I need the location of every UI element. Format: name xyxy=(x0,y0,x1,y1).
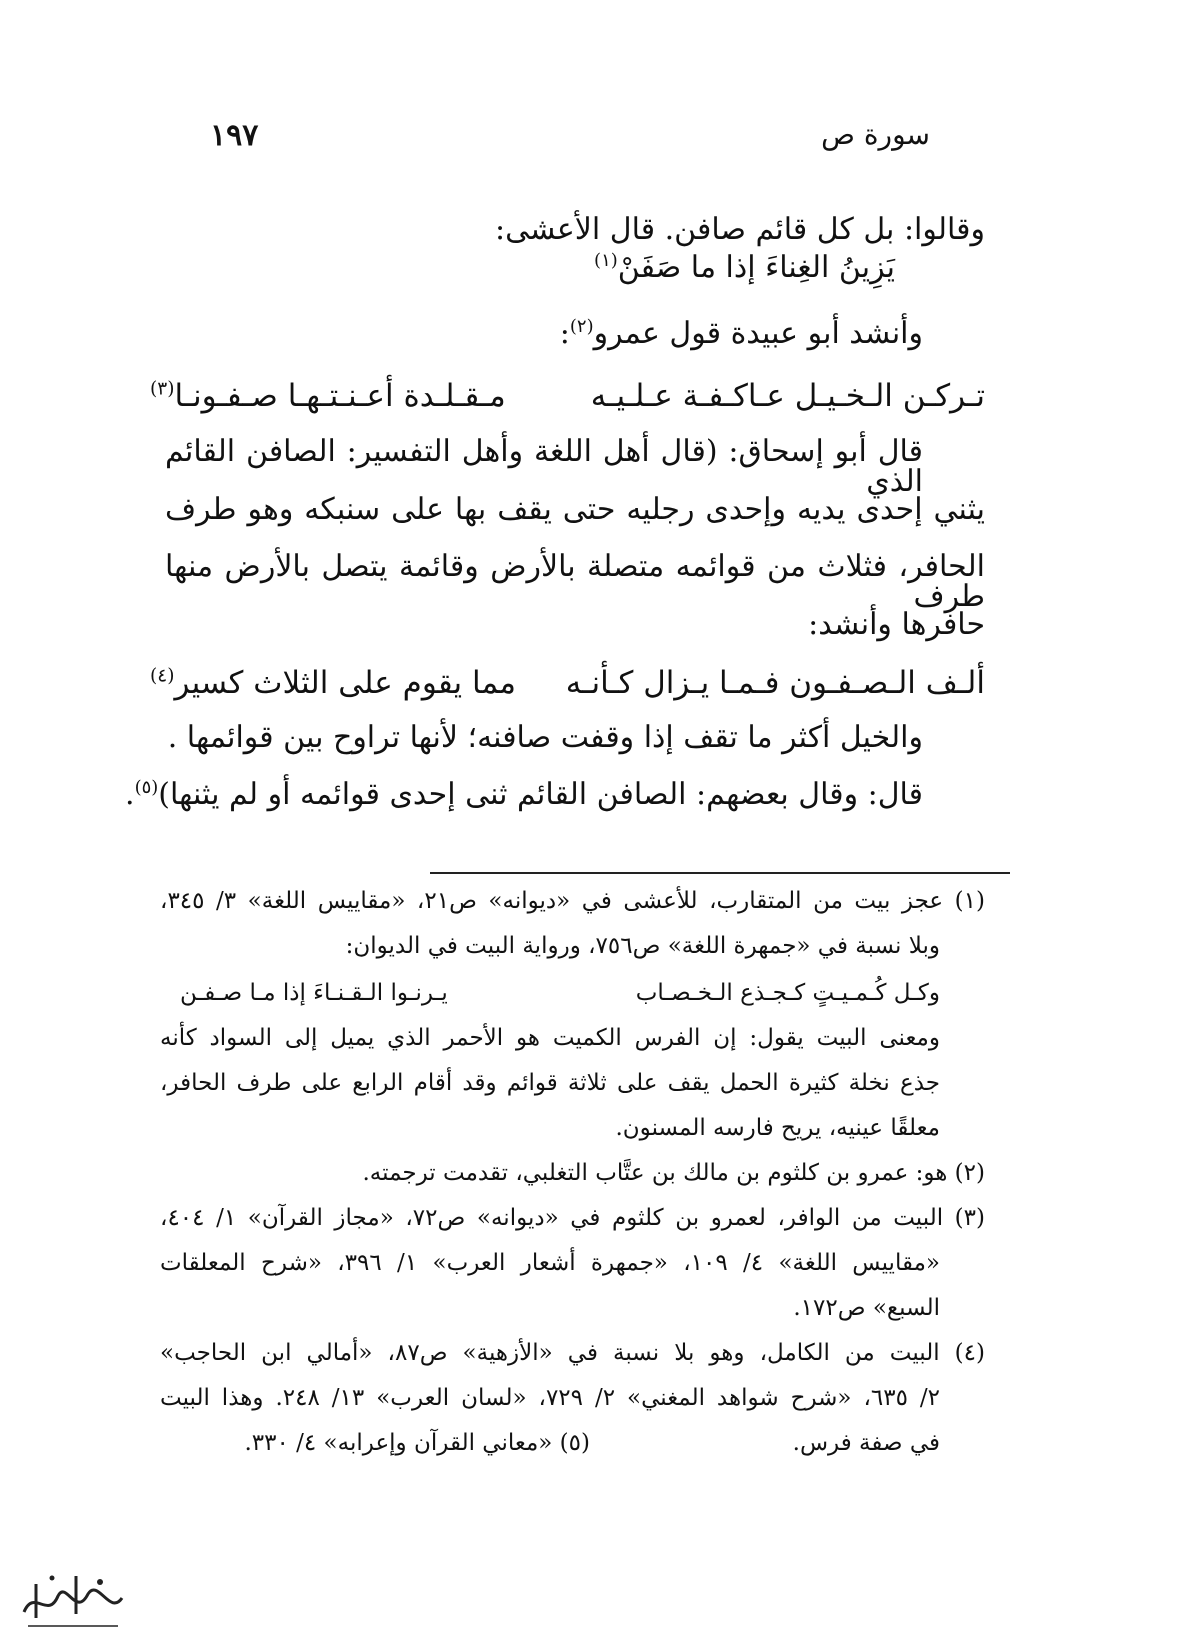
footnote-1-line-5: معلقًا عينيه، يريح فارسه المسنون. xyxy=(615,1115,940,1141)
footnote-poem-first-hemistich: وكـل كُـمـيـتٍ كـجـذع الـخـصـاب xyxy=(635,980,940,1006)
footnote-4-line-2: ٢/ ٦٣٥، «شرح شواهد المغني» ٢/ ٧٢٩، «لسان العرب» ١٣/ ٢٤٨. وهذا البيت xyxy=(160,1385,941,1411)
body-line-7: الحافر، فثلاث من قوائمه متصلة بالأرض وقائمة يتصل بالأرض منها طرف xyxy=(165,549,985,614)
footnote-ref-5: (٥) xyxy=(134,777,159,798)
body-line-10: والخيل أكثر ما تقف إذا وقفت صافنه؛ لأنها تراوح بين قوائمها . xyxy=(167,720,923,755)
poem-1-second-hemistich: مـقـلـدة أعـنـتـهـا صـفـونـا$^{(٣)}$ xyxy=(150,378,506,414)
footnote-1-line-1: (١) عجز بيت من المتقارب، للأعشى في «ديوانه» ص٢١، «مقاييس اللغة» ٣/ ٣٤٥، xyxy=(160,888,985,914)
poem-line-2 xyxy=(150,665,985,701)
library-stamp-logo xyxy=(18,1564,128,1634)
footnote-3-line-3: السبع» ص١٧٢. xyxy=(793,1295,940,1321)
footnote-ref-4: (٤) xyxy=(150,665,175,687)
poem-2-first-hemistich: ألـف الـصـفـون فـمـا يـزال كـأنـه xyxy=(565,665,985,701)
body-line-8: حافرها وأنشد: xyxy=(808,607,985,642)
footnote-3-line-2: «مقاييس اللغة» ٤/ ١٠٩، «جمهرة أشعار العرب» ١/ ٣٩٦، «شرح المعلقات xyxy=(160,1250,940,1276)
poem-1-first-hemistich: تـركـن الـخـيـل عـاكـفـة عـلـيـه xyxy=(590,378,985,414)
body-line-5: قال أبو إسحاق: (قال أهل اللغة وأهل التفسير: الصافن القائم الذي xyxy=(165,434,923,499)
footnote-poem-second-hemistich: يـرنـوا الـقـنـاءَ إذا مـا صـفـن xyxy=(180,980,448,1006)
footnote-3-line-1: (٣) البيت من الوافر، لعمرو بن كلثوم في «ديوانه» ص٧٢، «مجاز القرآن» ١/ ٤٠٤، xyxy=(160,1205,985,1231)
body-line-1: وقالوا: بل كل قائم صافن. قال الأعشى: xyxy=(495,212,985,247)
page-number: ١٩٧ xyxy=(210,118,259,153)
footnote-1-line-2: وبلا نسبة في «جمهرة اللغة» ص٧٥٦، ورواية البيت في الديوان: xyxy=(345,933,940,959)
footnote-4-line-1: (٤) البيت من الكامل، وهو بلا نسبة في «الأزهية» ص٨٧، «أمالي ابن الحاجب» xyxy=(160,1340,985,1366)
footnote-4-line-3: في صفة فرس. xyxy=(792,1430,940,1456)
footnote-ref-2: (٢) xyxy=(569,316,594,337)
verse-line: يَزِينُ الغِناءَ إذا ما صَفَنْ$^{(١)}$ xyxy=(594,250,895,285)
footnote-5: (٥) «معاني القرآن وإعرابه» ٤/ ٣٣٠. xyxy=(244,1430,590,1456)
poem-line-1 xyxy=(150,378,985,414)
body-line-11: قال: وقال بعضهم: الصافن القائم ثنى إحدى قوائمه أو لم يثنها)$^{(٥)}$. xyxy=(125,777,923,812)
footnote-1-poem xyxy=(180,980,940,1006)
surah-title: سورة ص xyxy=(821,118,930,151)
poem-2-second-hemistich: مما يقوم على الثلاث كسير$^{(٤)}$ xyxy=(150,665,517,701)
body-line-3: وأنشد أبو عبيدة قول عمرو$^{(٢)}$: xyxy=(559,316,923,351)
footnote-ref-1: (١) xyxy=(594,250,618,271)
footnote-separator xyxy=(430,872,1010,874)
footnote-ref-3: (٣) xyxy=(150,378,175,400)
footnote-1-line-4: جذع نخلة كثيرة الحمل يقف على ثلاثة قوائم وقد أقام الرابع على طرف الحافر، xyxy=(160,1070,940,1096)
footnote-1-line-3: ومعنى البيت يقول: إن الفرس الكميت هو الأحمر الذي يميل إلى السواد كأنه xyxy=(160,1025,940,1051)
footnote-2: (٢) هو: عمرو بن كلثوم بن مالك بن عتَّاب التغلبي، تقدمت ترجمته. xyxy=(362,1160,985,1186)
body-line-6: يثني إحدى يديه وإحدى رجليه حتى يقف بها على سنبكه وهو طرف xyxy=(165,492,985,527)
